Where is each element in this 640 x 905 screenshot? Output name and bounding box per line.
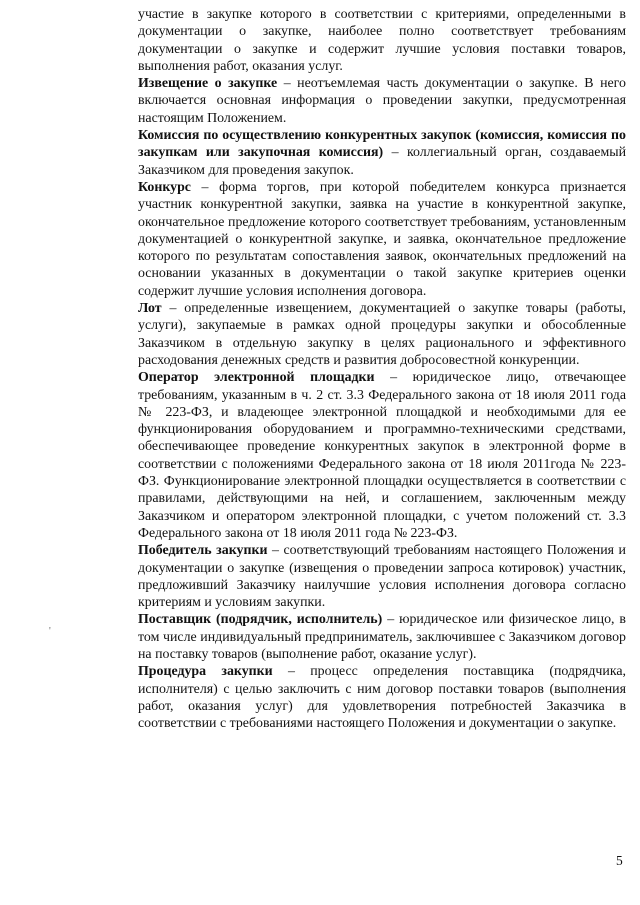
definition-operator — [138, 369, 626, 542]
definition-term: Победитель закупки — [138, 543, 268, 559]
paragraph-text: участие в закупке которого в соответствии с критериями, определенными в документации о закупке, наиболее полно соответствует требованиям документации о закупке и содержит лучшие условия поставки товаров, выполнения работ, оказания услуг. — [138, 7, 626, 74]
definition-komissiya — [138, 127, 626, 179]
definition-text: – форма торгов, при которой победителем конкурса признается участник конкурентной закупки, заявка на участие в конкурентной закупке, окончательное предложение которого соответствует требованиям, установленным документацией о конкурентной закупке, и заявка, окончательное предложение которого по результатам сопоставления заявок, окончательных предложений на основании указанных в документации о такой закупке критериев оценки содержит лучшие условия исполнения договора. — [138, 179, 626, 299]
definition-term: Оператор электронной площадки — [138, 370, 375, 386]
page-number: 5 — [616, 853, 623, 868]
definition-term: Лот — [138, 301, 162, 317]
definition-konkurs — [138, 179, 626, 300]
definition-text: – неотъемлемая часть документации о закупке. В него включается основная информация о проведении закупки, предусмотренная настоящим Положением. — [138, 76, 626, 126]
definition-protsedura — [138, 663, 626, 732]
page-body — [138, 6, 626, 732]
definition-text: – коллегиальный орган, создаваемый Заказчиком для проведения закупок. — [138, 145, 626, 178]
definition-text: – определенные извещением, документацией о закупке товары (работы, услуги), закупаемые в рамках одной процедуры закупки и обособленные Заказчиком в отдельную закупку в целях рационального и эффективного расходования денежных средств и развития добросовестной конкуренции. — [138, 301, 626, 368]
definition-izveshchenie — [138, 75, 626, 127]
definition-term: Процедура закупки — [138, 664, 273, 680]
definition-term: Конкурс — [138, 179, 191, 195]
definition-pobeditel — [138, 542, 626, 611]
definition-text: – соответствующий требованиям настоящего Положения и документации о закупке (извещения о проведении запроса котировок) участник, предложивший Заказчику наилучшие условия исполнения договора согласно критериям и условиям закупки. — [138, 543, 626, 611]
definition-text: – юридическое или физическое лицо, в том числе индивидуальный предприниматель, заключившее с Заказчиком договор на поставку товаров (выполнение работ, оказание услуг). — [138, 612, 626, 662]
definition-term: Комиссия по осуществлению конкурентных закупок (комиссия, комиссия по закупкам или закупочная комиссия) — [138, 128, 626, 161]
definition-text: – юридическое лицо, отвечающее требованиям, указанным в ч. 2 ст. 3.3 Федерального закона от 18 июля 2011 года № 223-ФЗ, и владеющее электронной площадкой и необходимыми для ее функционирования оборудованием и программно-техническими средствами, обеспечивающее проведение конкурентных закупок в электронной форме в соответствии с положениями Федерального закона от 18 июля 2011года № 223-ФЗ. Функционирование электронной площадки осуществляется в соответствии с правилами, действующими на ней, и соглашением, заключенным между Заказчиком и оператором электронной площадки, с учетом положений ст. 3.3 Федерального закона от 18 июля 2011 года № 223-ФЗ. — [138, 370, 627, 541]
scan-mark: ' — [49, 626, 51, 637]
definition-term: Извещение о закупке — [138, 76, 278, 92]
definition-postavshchik — [138, 611, 626, 663]
paragraph-continuation — [138, 6, 626, 75]
definition-text: – процесс определения поставщика (подрядчика, исполнителя) с целью заключить с ним договор поставки товаров (выполнения работ, оказания услуг) для удовлетворения потребностей Заказчика в соответствии с требованиями настоящего Положения и документации о закупке. — [138, 664, 626, 732]
definition-term: Поставщик (подрядчик, исполнитель) — [138, 612, 383, 628]
definition-lot — [138, 300, 626, 369]
